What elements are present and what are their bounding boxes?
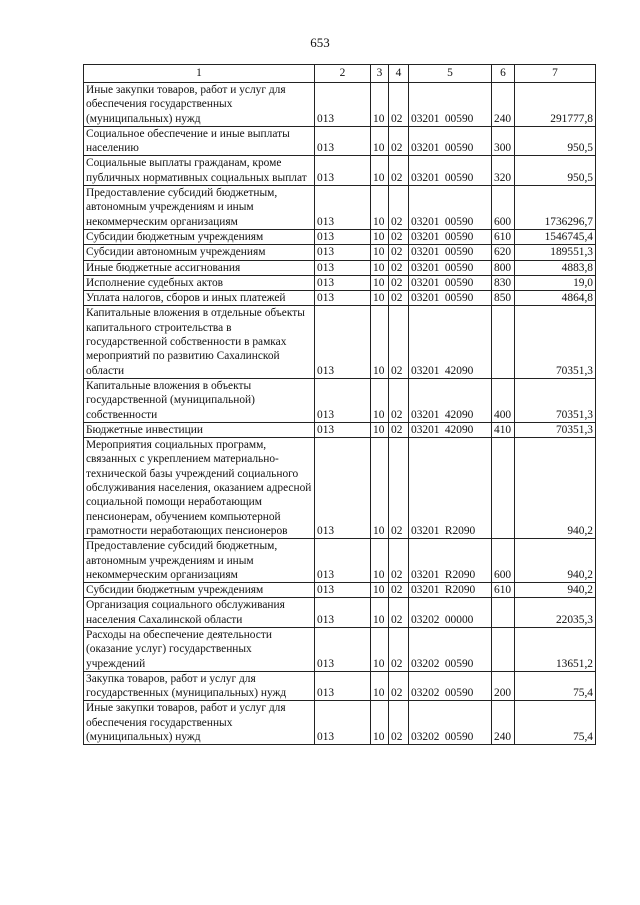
row-expense-type-cell: 400 <box>492 378 515 422</box>
table-row <box>84 83 596 127</box>
table-row <box>84 671 596 701</box>
target-code-direction: 00590 <box>444 657 474 670</box>
row-subsection-cell: 02 <box>389 83 409 127</box>
target-code-program: 03201 <box>411 292 440 305</box>
target-code-direction: 00590 <box>444 215 474 228</box>
row-section-cell: 10 <box>371 245 389 260</box>
row-subsection-cell: 02 <box>389 186 409 230</box>
row-subsection-cell: 02 <box>389 156 409 186</box>
row-target-code-cell <box>409 83 492 127</box>
header-cell: 6 <box>492 65 515 83</box>
row-subsection-cell: 02 <box>389 229 409 244</box>
row-expense-type-cell <box>492 598 515 628</box>
row-target-code-cell <box>409 438 492 539</box>
row-expense-type-cell: 610 <box>492 229 515 244</box>
target-code-program: 03201 <box>411 230 440 243</box>
target-code-program: 03201 <box>411 408 440 421</box>
row-expense-type-cell <box>492 627 515 671</box>
row-admin-code-cell: 013 <box>315 306 371 378</box>
row-name-cell: Социальное обеспечение и иные выплаты населению <box>84 126 315 156</box>
row-amount-cell: 940,2 <box>515 583 596 598</box>
row-admin-code-cell: 013 <box>315 627 371 671</box>
row-target-code-cell <box>409 583 492 598</box>
target-code-program: 03202 <box>411 731 440 744</box>
header-cell: 1 <box>84 65 315 83</box>
target-code-program: 03201 <box>411 142 440 155</box>
row-name-cell: Иные бюджетные ассигнования <box>84 260 315 275</box>
row-target-code-cell <box>409 229 492 244</box>
target-code-program: 03202 <box>411 613 440 626</box>
target-code-program: 03201 <box>411 246 440 259</box>
row-target-code-cell <box>409 701 492 745</box>
table-row <box>84 701 596 745</box>
target-code-direction: R2090 <box>444 568 476 581</box>
row-admin-code-cell: 013 <box>315 438 371 539</box>
row-expense-type-cell: 830 <box>492 275 515 290</box>
row-section-cell: 10 <box>371 422 389 437</box>
row-subsection-cell: 02 <box>389 671 409 701</box>
row-amount-cell: 70351,3 <box>515 306 596 378</box>
row-admin-code-cell: 013 <box>315 291 371 306</box>
row-subsection-cell: 02 <box>389 275 409 290</box>
row-target-code-cell <box>409 291 492 306</box>
row-subsection-cell: 02 <box>389 245 409 260</box>
target-code-program: 03201 <box>411 171 440 184</box>
target-code-program: 03202 <box>411 657 440 670</box>
row-expense-type-cell: 800 <box>492 260 515 275</box>
row-name-cell: Исполнение судебных актов <box>84 275 315 290</box>
row-name-cell: Капитальные вложения в объекты государственной (муниципальной) собственности <box>84 378 315 422</box>
target-code-program: 03201 <box>411 364 440 377</box>
row-subsection-cell: 02 <box>389 260 409 275</box>
table-row <box>84 229 596 244</box>
row-amount-cell: 950,5 <box>515 126 596 156</box>
row-target-code-cell <box>409 422 492 437</box>
row-section-cell: 10 <box>371 156 389 186</box>
table-row <box>84 422 596 437</box>
row-expense-type-cell <box>492 306 515 378</box>
row-section-cell: 10 <box>371 186 389 230</box>
table-row <box>84 378 596 422</box>
target-code-direction: R2090 <box>444 524 476 537</box>
row-target-code-cell <box>409 539 492 583</box>
row-admin-code-cell: 013 <box>315 671 371 701</box>
row-target-code-cell <box>409 598 492 628</box>
row-amount-cell: 189551,3 <box>515 245 596 260</box>
row-name-cell: Капитальные вложения в отдельные объекты капитального строительства в государственной собственности в рамках мероприятий по развитию Сахалинской области <box>84 306 315 378</box>
row-target-code-cell <box>409 245 492 260</box>
row-admin-code-cell: 013 <box>315 701 371 745</box>
row-name-cell: Бюджетные инвестиции <box>84 422 315 437</box>
row-amount-cell: 291777,8 <box>515 83 596 127</box>
row-admin-code-cell: 013 <box>315 245 371 260</box>
row-name-cell: Иные закупки товаров, работ и услуг для обеспечения государственных (муниципальных) нужд <box>84 83 315 127</box>
target-code-direction: 00000 <box>444 613 474 626</box>
row-expense-type-cell: 320 <box>492 156 515 186</box>
row-name-cell: Закупка товаров, работ и услуг для государственных (муниципальных) нужд <box>84 671 315 701</box>
table-row <box>84 291 596 306</box>
row-subsection-cell: 02 <box>389 583 409 598</box>
target-code-direction: 00590 <box>444 171 474 184</box>
table-row <box>84 275 596 290</box>
row-subsection-cell: 02 <box>389 539 409 583</box>
row-subsection-cell: 02 <box>389 701 409 745</box>
row-target-code-cell <box>409 627 492 671</box>
row-name-cell: Субсидии бюджетным учреждениям <box>84 583 315 598</box>
row-name-cell: Организация социального обслуживания населения Сахалинской области <box>84 598 315 628</box>
target-code-direction: 00590 <box>444 731 474 744</box>
row-subsection-cell: 02 <box>389 627 409 671</box>
row-amount-cell: 4864,8 <box>515 291 596 306</box>
table-row <box>84 583 596 598</box>
row-amount-cell: 22035,3 <box>515 598 596 628</box>
row-section-cell: 10 <box>371 83 389 127</box>
row-subsection-cell: 02 <box>389 291 409 306</box>
row-admin-code-cell: 013 <box>315 126 371 156</box>
row-target-code-cell <box>409 156 492 186</box>
table-body <box>84 83 596 745</box>
target-code-direction: 00590 <box>444 112 474 125</box>
table-row <box>84 438 596 539</box>
row-amount-cell: 4883,8 <box>515 260 596 275</box>
row-expense-type-cell: 300 <box>492 126 515 156</box>
row-expense-type-cell: 240 <box>492 701 515 745</box>
target-code-direction: 00590 <box>444 142 474 155</box>
table-row <box>84 260 596 275</box>
row-name-cell: Иные закупки товаров, работ и услуг для обеспечения государственных (муниципальных) нужд <box>84 701 315 745</box>
target-code-program: 03201 <box>411 276 440 289</box>
row-admin-code-cell: 013 <box>315 186 371 230</box>
row-subsection-cell: 02 <box>389 598 409 628</box>
table-row <box>84 186 596 230</box>
row-section-cell: 10 <box>371 539 389 583</box>
target-code-direction: 00590 <box>444 246 474 259</box>
row-admin-code-cell: 013 <box>315 156 371 186</box>
row-expense-type-cell <box>492 438 515 539</box>
header-cell: 5 <box>409 65 492 83</box>
row-section-cell: 10 <box>371 306 389 378</box>
header-cell: 3 <box>371 65 389 83</box>
row-admin-code-cell: 013 <box>315 275 371 290</box>
row-target-code-cell <box>409 306 492 378</box>
table-row <box>84 627 596 671</box>
row-expense-type-cell: 850 <box>492 291 515 306</box>
row-amount-cell: 950,5 <box>515 156 596 186</box>
row-admin-code-cell: 013 <box>315 539 371 583</box>
row-section-cell: 10 <box>371 627 389 671</box>
row-name-cell: Предоставление субсидий бюджетным, автономным учреждениям и иным некоммерческим организациям <box>84 539 315 583</box>
row-admin-code-cell: 013 <box>315 583 371 598</box>
row-amount-cell: 19,0 <box>515 275 596 290</box>
target-code-direction: 00590 <box>444 276 474 289</box>
table-row <box>84 598 596 628</box>
row-section-cell: 10 <box>371 378 389 422</box>
target-code-direction: 42090 <box>444 364 474 377</box>
row-amount-cell: 940,2 <box>515 539 596 583</box>
row-amount-cell: 70351,3 <box>515 378 596 422</box>
row-expense-type-cell: 200 <box>492 671 515 701</box>
row-amount-cell: 75,4 <box>515 701 596 745</box>
table-row <box>84 126 596 156</box>
row-section-cell: 10 <box>371 291 389 306</box>
row-subsection-cell: 02 <box>389 378 409 422</box>
row-target-code-cell <box>409 671 492 701</box>
row-subsection-cell: 02 <box>389 438 409 539</box>
row-name-cell: Социальные выплаты гражданам, кроме публичных нормативных социальных выплат <box>84 156 315 186</box>
table-row <box>84 156 596 186</box>
row-admin-code-cell: 013 <box>315 422 371 437</box>
row-admin-code-cell: 013 <box>315 260 371 275</box>
target-code-program: 03201 <box>411 423 440 436</box>
target-code-program: 03202 <box>411 687 440 700</box>
row-target-code-cell <box>409 378 492 422</box>
header-cell: 4 <box>389 65 409 83</box>
row-amount-cell: 13651,2 <box>515 627 596 671</box>
target-code-program: 03201 <box>411 112 440 125</box>
target-code-direction: 00590 <box>444 687 474 700</box>
row-expense-type-cell: 600 <box>492 186 515 230</box>
row-name-cell: Мероприятия социальных программ, связанных с укреплением материально-технической базы учреждений социального обслуживания населения, оказанием адресной социальной помощи неработающим пенсионерам, обучением компьютерной грамотности неработающих пенсионеров <box>84 438 315 539</box>
row-section-cell: 10 <box>371 671 389 701</box>
target-code-program: 03201 <box>411 568 440 581</box>
row-section-cell: 10 <box>371 598 389 628</box>
row-target-code-cell <box>409 260 492 275</box>
target-code-direction: 00590 <box>444 230 474 243</box>
target-code-direction: 42090 <box>444 423 474 436</box>
table-row <box>84 306 596 378</box>
header-cell: 7 <box>515 65 596 83</box>
row-amount-cell: 940,2 <box>515 438 596 539</box>
row-expense-type-cell: 600 <box>492 539 515 583</box>
row-expense-type-cell: 610 <box>492 583 515 598</box>
header-cell: 2 <box>315 65 371 83</box>
row-admin-code-cell: 013 <box>315 229 371 244</box>
row-amount-cell: 1546745,4 <box>515 229 596 244</box>
table-row <box>84 245 596 260</box>
row-amount-cell: 1736296,7 <box>515 186 596 230</box>
row-amount-cell: 70351,3 <box>515 422 596 437</box>
row-subsection-cell: 02 <box>389 306 409 378</box>
table-row <box>84 539 596 583</box>
row-name-cell: Субсидии бюджетным учреждениям <box>84 229 315 244</box>
row-subsection-cell: 02 <box>389 126 409 156</box>
target-code-program: 03201 <box>411 261 440 274</box>
row-admin-code-cell: 013 <box>315 598 371 628</box>
row-admin-code-cell: 013 <box>315 378 371 422</box>
target-code-direction: 00590 <box>444 292 474 305</box>
page-number: 653 <box>310 35 330 50</box>
target-code-program: 03201 <box>411 215 440 228</box>
row-target-code-cell <box>409 126 492 156</box>
budget-table <box>83 64 596 745</box>
row-target-code-cell <box>409 275 492 290</box>
row-expense-type-cell: 620 <box>492 245 515 260</box>
row-name-cell: Предоставление субсидий бюджетным, автономным учреждениям и иным некоммерческим организациям <box>84 186 315 230</box>
row-section-cell: 10 <box>371 275 389 290</box>
target-code-program: 03201 <box>411 584 440 597</box>
row-name-cell: Уплата налогов, сборов и иных платежей <box>84 291 315 306</box>
row-section-cell: 10 <box>371 438 389 539</box>
row-admin-code-cell: 013 <box>315 83 371 127</box>
row-section-cell: 10 <box>371 583 389 598</box>
row-section-cell: 10 <box>371 260 389 275</box>
row-name-cell: Расходы на обеспечение деятельности (оказание услуг) государственных учреждений <box>84 627 315 671</box>
row-section-cell: 10 <box>371 701 389 745</box>
row-expense-type-cell: 410 <box>492 422 515 437</box>
row-expense-type-cell: 240 <box>492 83 515 127</box>
table-header-row <box>84 65 596 83</box>
target-code-direction: 00590 <box>444 261 474 274</box>
target-code-direction: 42090 <box>444 408 474 421</box>
row-section-cell: 10 <box>371 126 389 156</box>
row-subsection-cell: 02 <box>389 422 409 437</box>
target-code-direction: R2090 <box>444 584 476 597</box>
target-code-program: 03201 <box>411 524 440 537</box>
row-amount-cell: 75,4 <box>515 671 596 701</box>
row-target-code-cell <box>409 186 492 230</box>
row-section-cell: 10 <box>371 229 389 244</box>
row-name-cell: Субсидии автономным учреждениям <box>84 245 315 260</box>
